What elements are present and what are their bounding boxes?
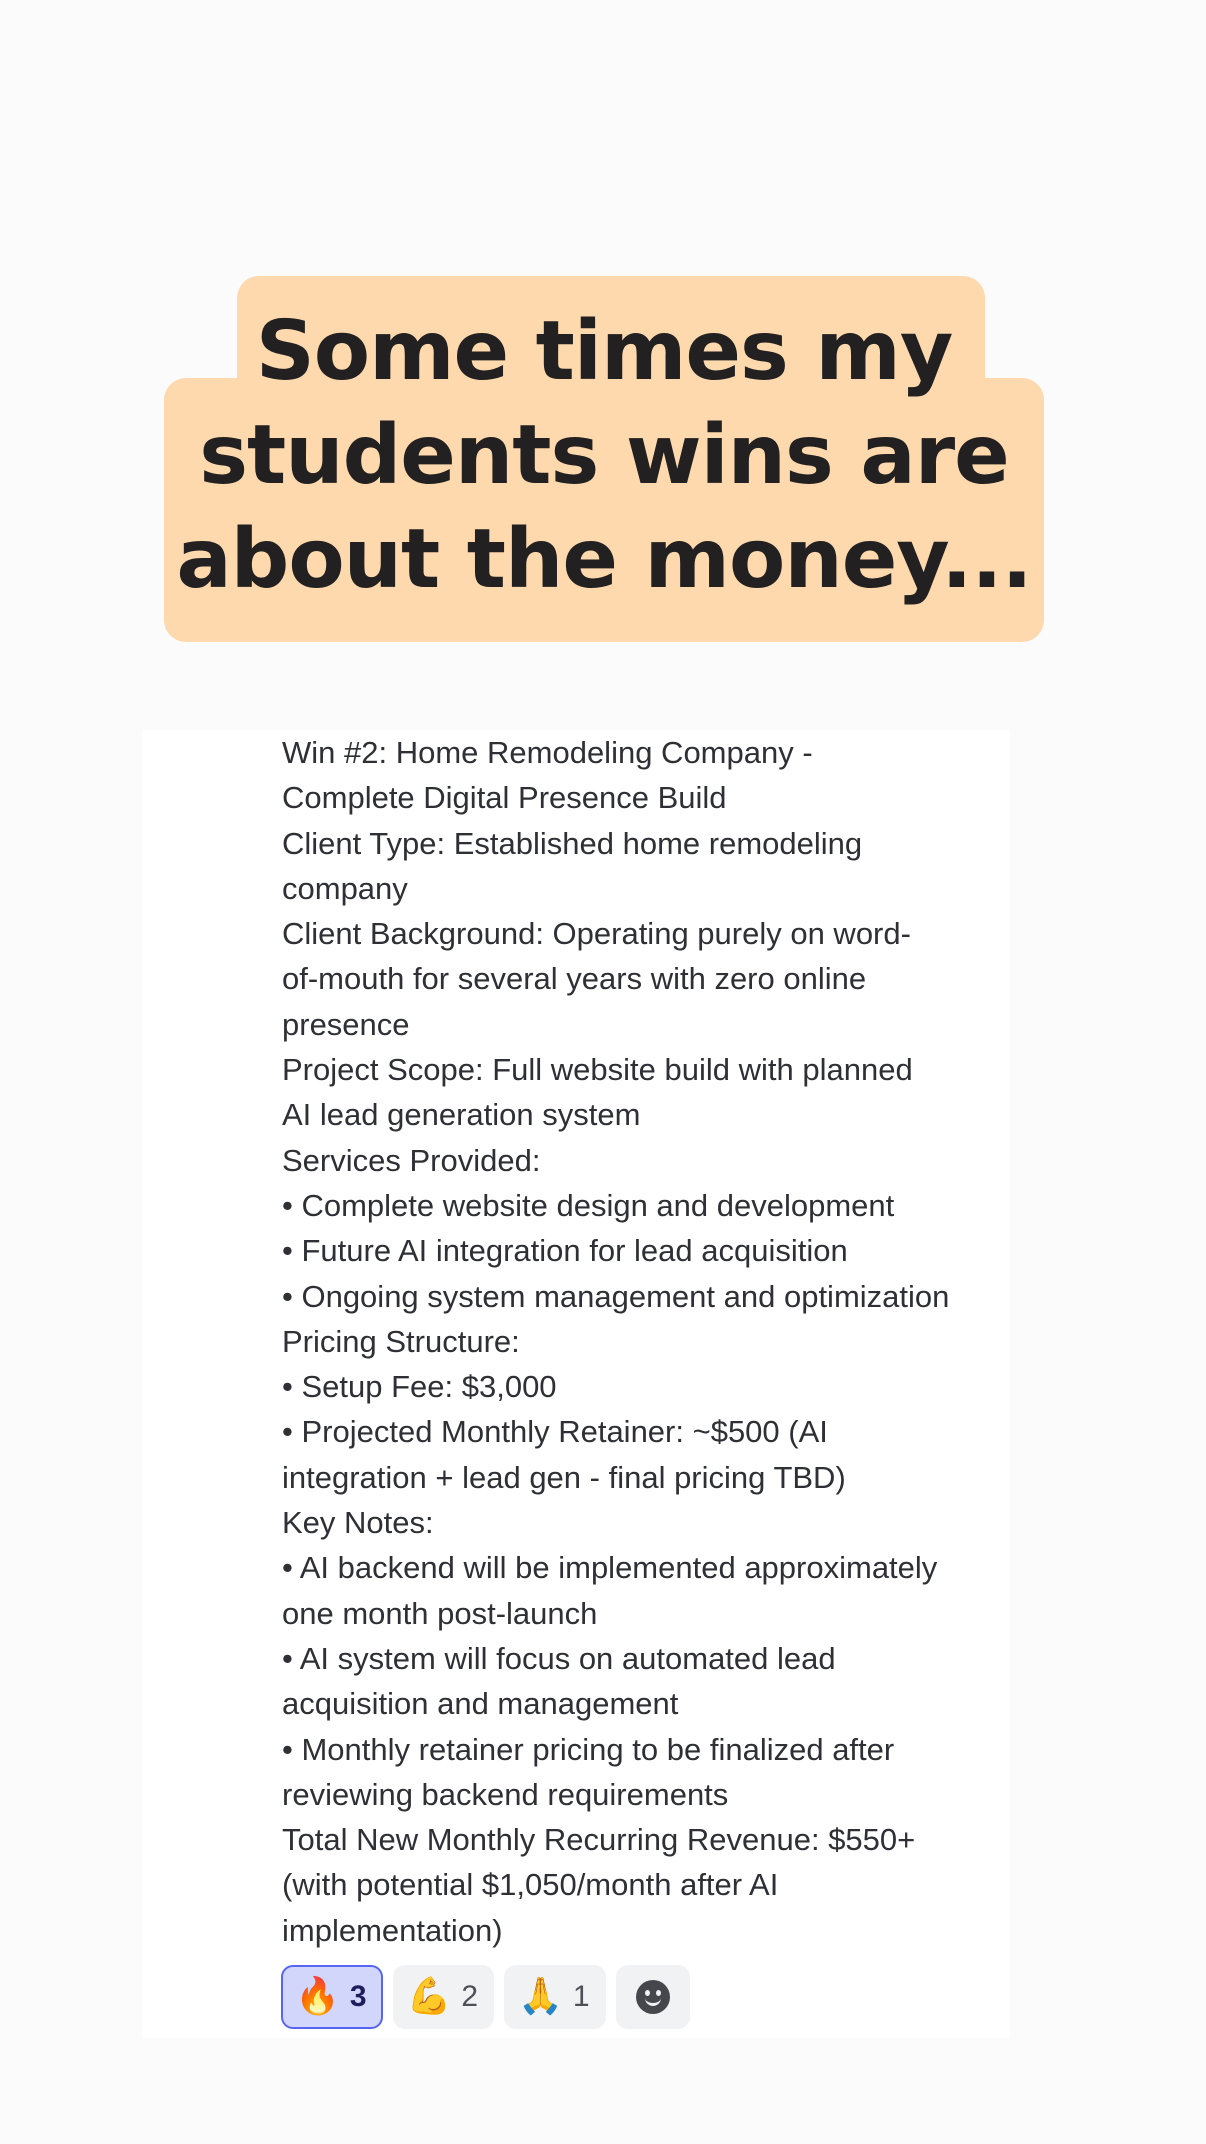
message-line: Client Background: Operating purely on word-: [282, 916, 911, 952]
message-line: presence: [282, 1006, 410, 1042]
caption-line: Some times my: [255, 304, 953, 399]
message-line: • Complete website design and development: [282, 1187, 895, 1223]
reaction-folded-hands-button[interactable]: [504, 1965, 606, 2029]
reaction-fire-button[interactable]: [281, 1965, 383, 2029]
message-line: • Future AI integration for lead acquisition: [282, 1233, 848, 1269]
message-line: Complete Digital Presence Build: [282, 780, 727, 816]
message-line: company: [282, 870, 408, 906]
message-line: • Ongoing system management and optimization: [282, 1278, 950, 1314]
message-line: of-mouth for several years with zero online: [282, 961, 867, 997]
reaction-flexed-biceps-button[interactable]: [393, 1965, 495, 2029]
caption-title: [164, 300, 1044, 612]
caption-line: about the money...: [176, 512, 1032, 607]
message-line: • Projected Monthly Retainer: ~$500 (AI: [282, 1414, 828, 1450]
reaction-bar: [281, 1965, 690, 2029]
reaction-count: 3: [349, 1980, 367, 2013]
add-reaction-button[interactable]: [616, 1965, 690, 2029]
message-line: • AI system will focus on automated lead: [282, 1640, 836, 1676]
message-line: acquisition and management: [282, 1686, 679, 1722]
reaction-count: 2: [461, 1980, 479, 2013]
message-line: implementation): [282, 1912, 503, 1948]
message-line: • Setup Fee: $3,000: [282, 1369, 557, 1405]
reaction-count: 1: [572, 1980, 590, 2013]
fire-icon: 🔥: [295, 1976, 340, 2017]
message-line: Pricing Structure:: [282, 1323, 520, 1359]
message-line: Project Scope: Full website build with planned: [282, 1052, 913, 1088]
message-line: • Monthly retainer pricing to be finalized after: [282, 1731, 895, 1767]
message-line: AI lead generation system: [282, 1097, 641, 1133]
caption-line: students wins are: [199, 408, 1009, 503]
message-line: Services Provided:: [282, 1142, 541, 1178]
message-line: • AI backend will be implemented approximately: [282, 1550, 938, 1586]
message-body: [282, 730, 1002, 1953]
flexed-biceps-icon: 💪: [406, 1976, 452, 2017]
smile-icon: [636, 1980, 670, 2014]
message-line: Key Notes:: [282, 1505, 434, 1541]
folded-hands-icon: 🙏: [518, 1976, 563, 2017]
message-line: reviewing backend requirements: [282, 1776, 729, 1812]
message-line: Win #2: Home Remodeling Company -: [282, 735, 813, 770]
message-card: [142, 730, 1010, 2038]
message-line: one month post-launch: [282, 1595, 598, 1631]
message-line: Total New Monthly Recurring Revenue: $550+: [282, 1822, 916, 1858]
message-line: Client Type: Established home remodeling: [282, 825, 863, 861]
caption-overlay: [0, 0, 1206, 700]
message-line: (with potential $1,050/month after AI: [282, 1867, 779, 1903]
message-line: integration + lead gen - final pricing TBD): [282, 1459, 846, 1495]
